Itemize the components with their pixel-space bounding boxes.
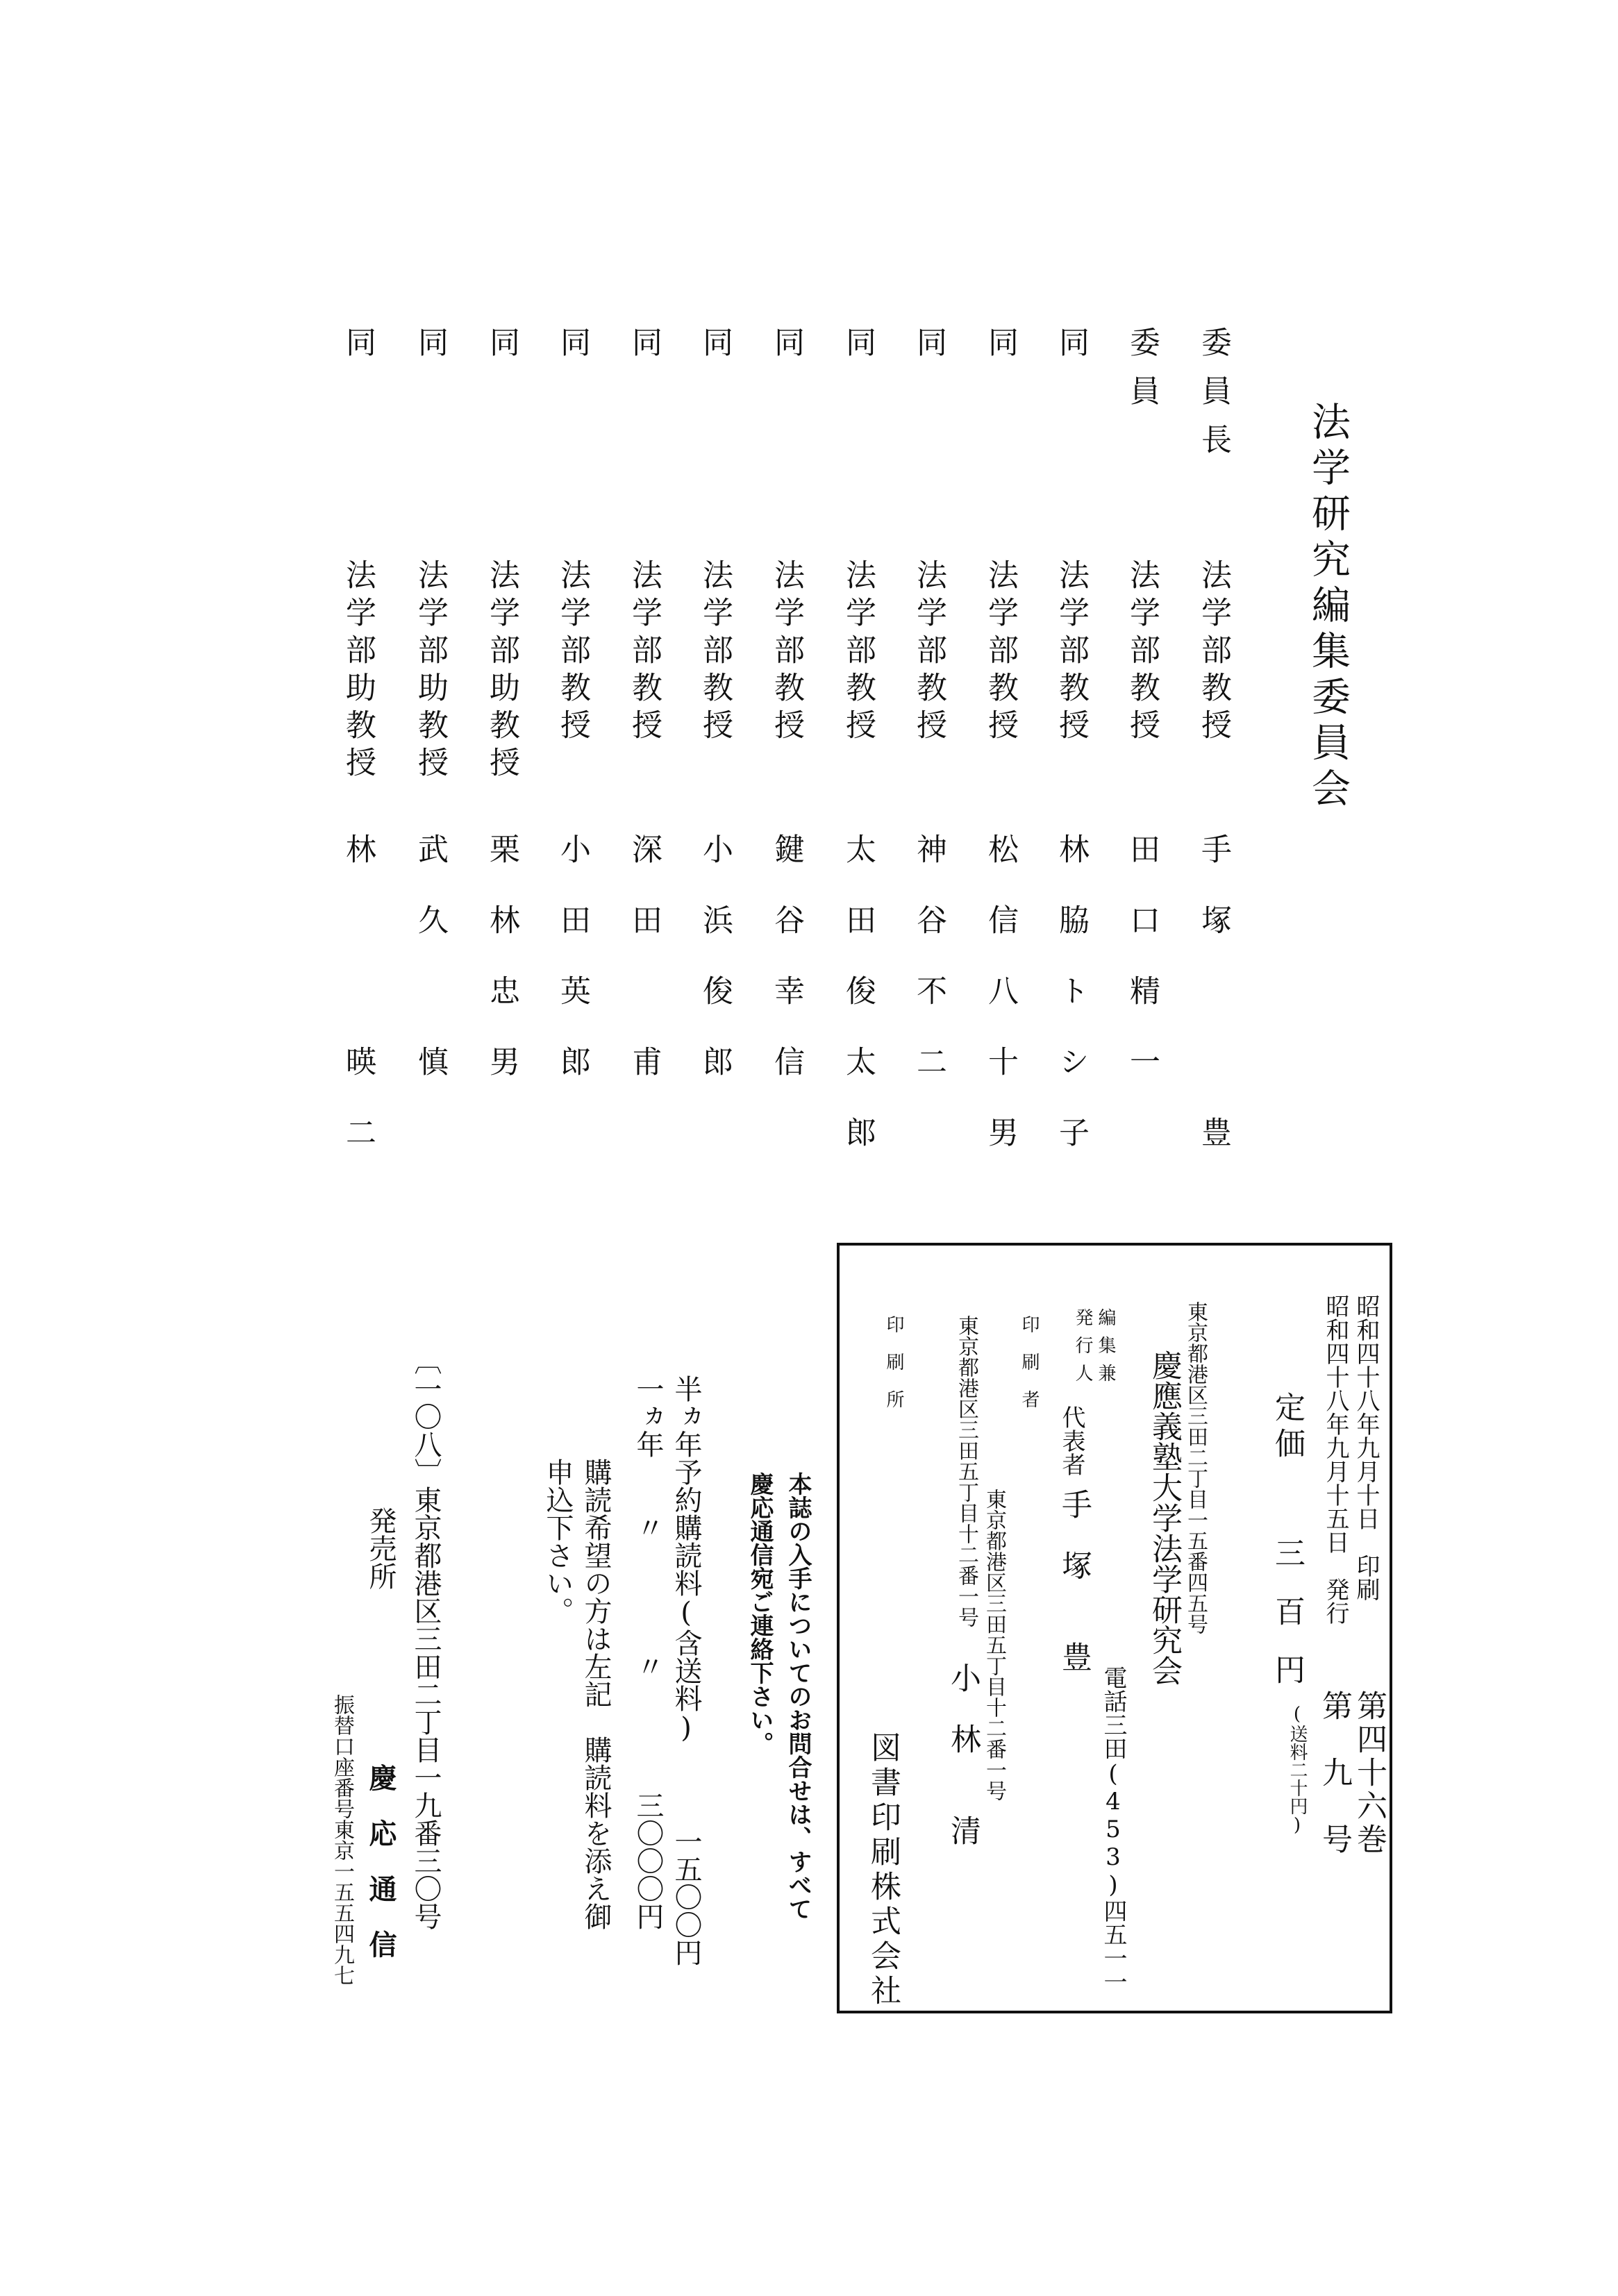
printer-address: 東京都港区三田五丁目十二番一号 [982,1489,1006,1801]
shipping-fee: (送料二十円) [1287,1704,1308,1836]
print-date: 昭和四十八年九月十日 印刷 [1352,1294,1380,1601]
member-position: 法学部教授 [769,559,804,746]
member-role: 同 [412,326,448,375]
member-name: 鍵谷幸信 [769,833,804,1116]
member-role: 委員 [1124,326,1160,424]
print-shop-address: 東京都港区三田五丁目十二番一号 [954,1315,978,1627]
member-name: 林脇トシ子 [1053,833,1089,1187]
member-position: 法学部教授 [1196,559,1231,746]
member-position: 法学部教授 [1124,559,1160,746]
member-position: 法学部教授 [697,559,733,746]
member-position: 法学部教授 [555,559,590,746]
member-name: 松信八十男 [983,833,1018,1187]
member-position: 法学部教授 [840,559,876,746]
subscription-note-1: 購読希望の方は左記 購読料を添え御 [580,1458,612,1930]
issue-date: 昭和四十八年九月十五日 発行 [1321,1294,1349,1625]
member-role: 同 [697,326,733,375]
member-name: 神谷不二 [911,833,946,1116]
member-role: 同 [626,326,662,375]
distributor-name: 慶 応 通 信 [365,1763,397,1958]
member-name: 深田 甫 [626,833,662,1116]
member-position: 法学部助教授 [340,559,376,784]
member-position: 法学部教授 [1053,559,1089,746]
member-role: 同 [1053,326,1089,375]
print-shop-label: 印刷所 [883,1315,904,1427]
member-position: 法学部教授 [911,559,946,746]
distributor-postal-code: 〔一〇八〕 [410,1347,442,1486]
committee-title: 法学研究編集委員会 [1306,401,1351,814]
distributor-account-number: 振替口座番号東京一五五四九七 [330,1694,354,1986]
issue-number: 第 九 号 [1317,1690,1352,1857]
editor-organization: 慶應義塾大学法学研究会 [1146,1350,1182,1686]
editor-address: 東京都港区三田二丁目一五番四五号 [1183,1301,1208,1634]
printer-name: 小 林 清 [945,1662,981,1845]
member-position: 法学部助教授 [412,559,448,784]
member-name: 手塚 豊 [1196,833,1231,1187]
member-role: 同 [911,326,946,375]
print-shop-name: 図書印刷株式会社 [865,1732,901,2009]
member-position: 法学部教授 [983,559,1018,746]
member-role: 委員長 [1196,326,1231,472]
member-role: 同 [983,326,1018,375]
member-name: 栗林忠男 [484,833,519,1116]
distributor-label: 発売所 [365,1507,397,1590]
printer-label: 印刷者 [1019,1315,1040,1427]
distributor-address: 東京都港区三田二丁目一九番三〇号 [410,1486,442,1930]
notice-line-1: 本誌の入手についてのお問合せは、すべて [784,1472,812,1920]
member-position: 法学部助教授 [484,559,519,784]
editor-name: 手 塚 豊 [1056,1489,1092,1672]
editor-role-1: 編集兼 [1095,1308,1116,1391]
member-role: 同 [840,326,876,375]
member-name: 田口精一 [1124,833,1160,1116]
price-value: 三百円 [1269,1537,1305,1712]
member-role: 同 [555,326,590,375]
member-name: 小田英郎 [555,833,590,1116]
editor-role-2: 発行人 [1072,1308,1093,1391]
member-name: 小浜俊郎 [697,833,733,1116]
member-position: 法学部教授 [626,559,662,746]
notice-line-2: 慶応通信宛ご連絡下さい。 [746,1472,774,1755]
editor-representative-label: 代表者 [1058,1405,1085,1476]
member-role: 同 [340,326,376,375]
member-name: 林 暎二 [340,833,376,1187]
member-role: 同 [484,326,519,375]
member-name: 武久 慎 [412,833,448,1116]
subscription-one-year: 一ヵ年 〃 〃 三〇〇〇円 [632,1375,664,1930]
member-name: 太田俊太郎 [840,833,876,1187]
volume-number: 第四十六巻 [1351,1690,1387,1857]
price-label: 定価 [1269,1391,1305,1464]
subscription-note-2: 申込下さい。 [542,1458,574,1625]
editor-phone: 電話三田(453)四五一一 [1099,1666,1127,1993]
subscription-half-year: 半ヵ年予約購読料(含送料) 一五〇〇円 [670,1375,702,1966]
member-role: 同 [769,326,804,375]
colophon-box [837,1243,1392,2013]
